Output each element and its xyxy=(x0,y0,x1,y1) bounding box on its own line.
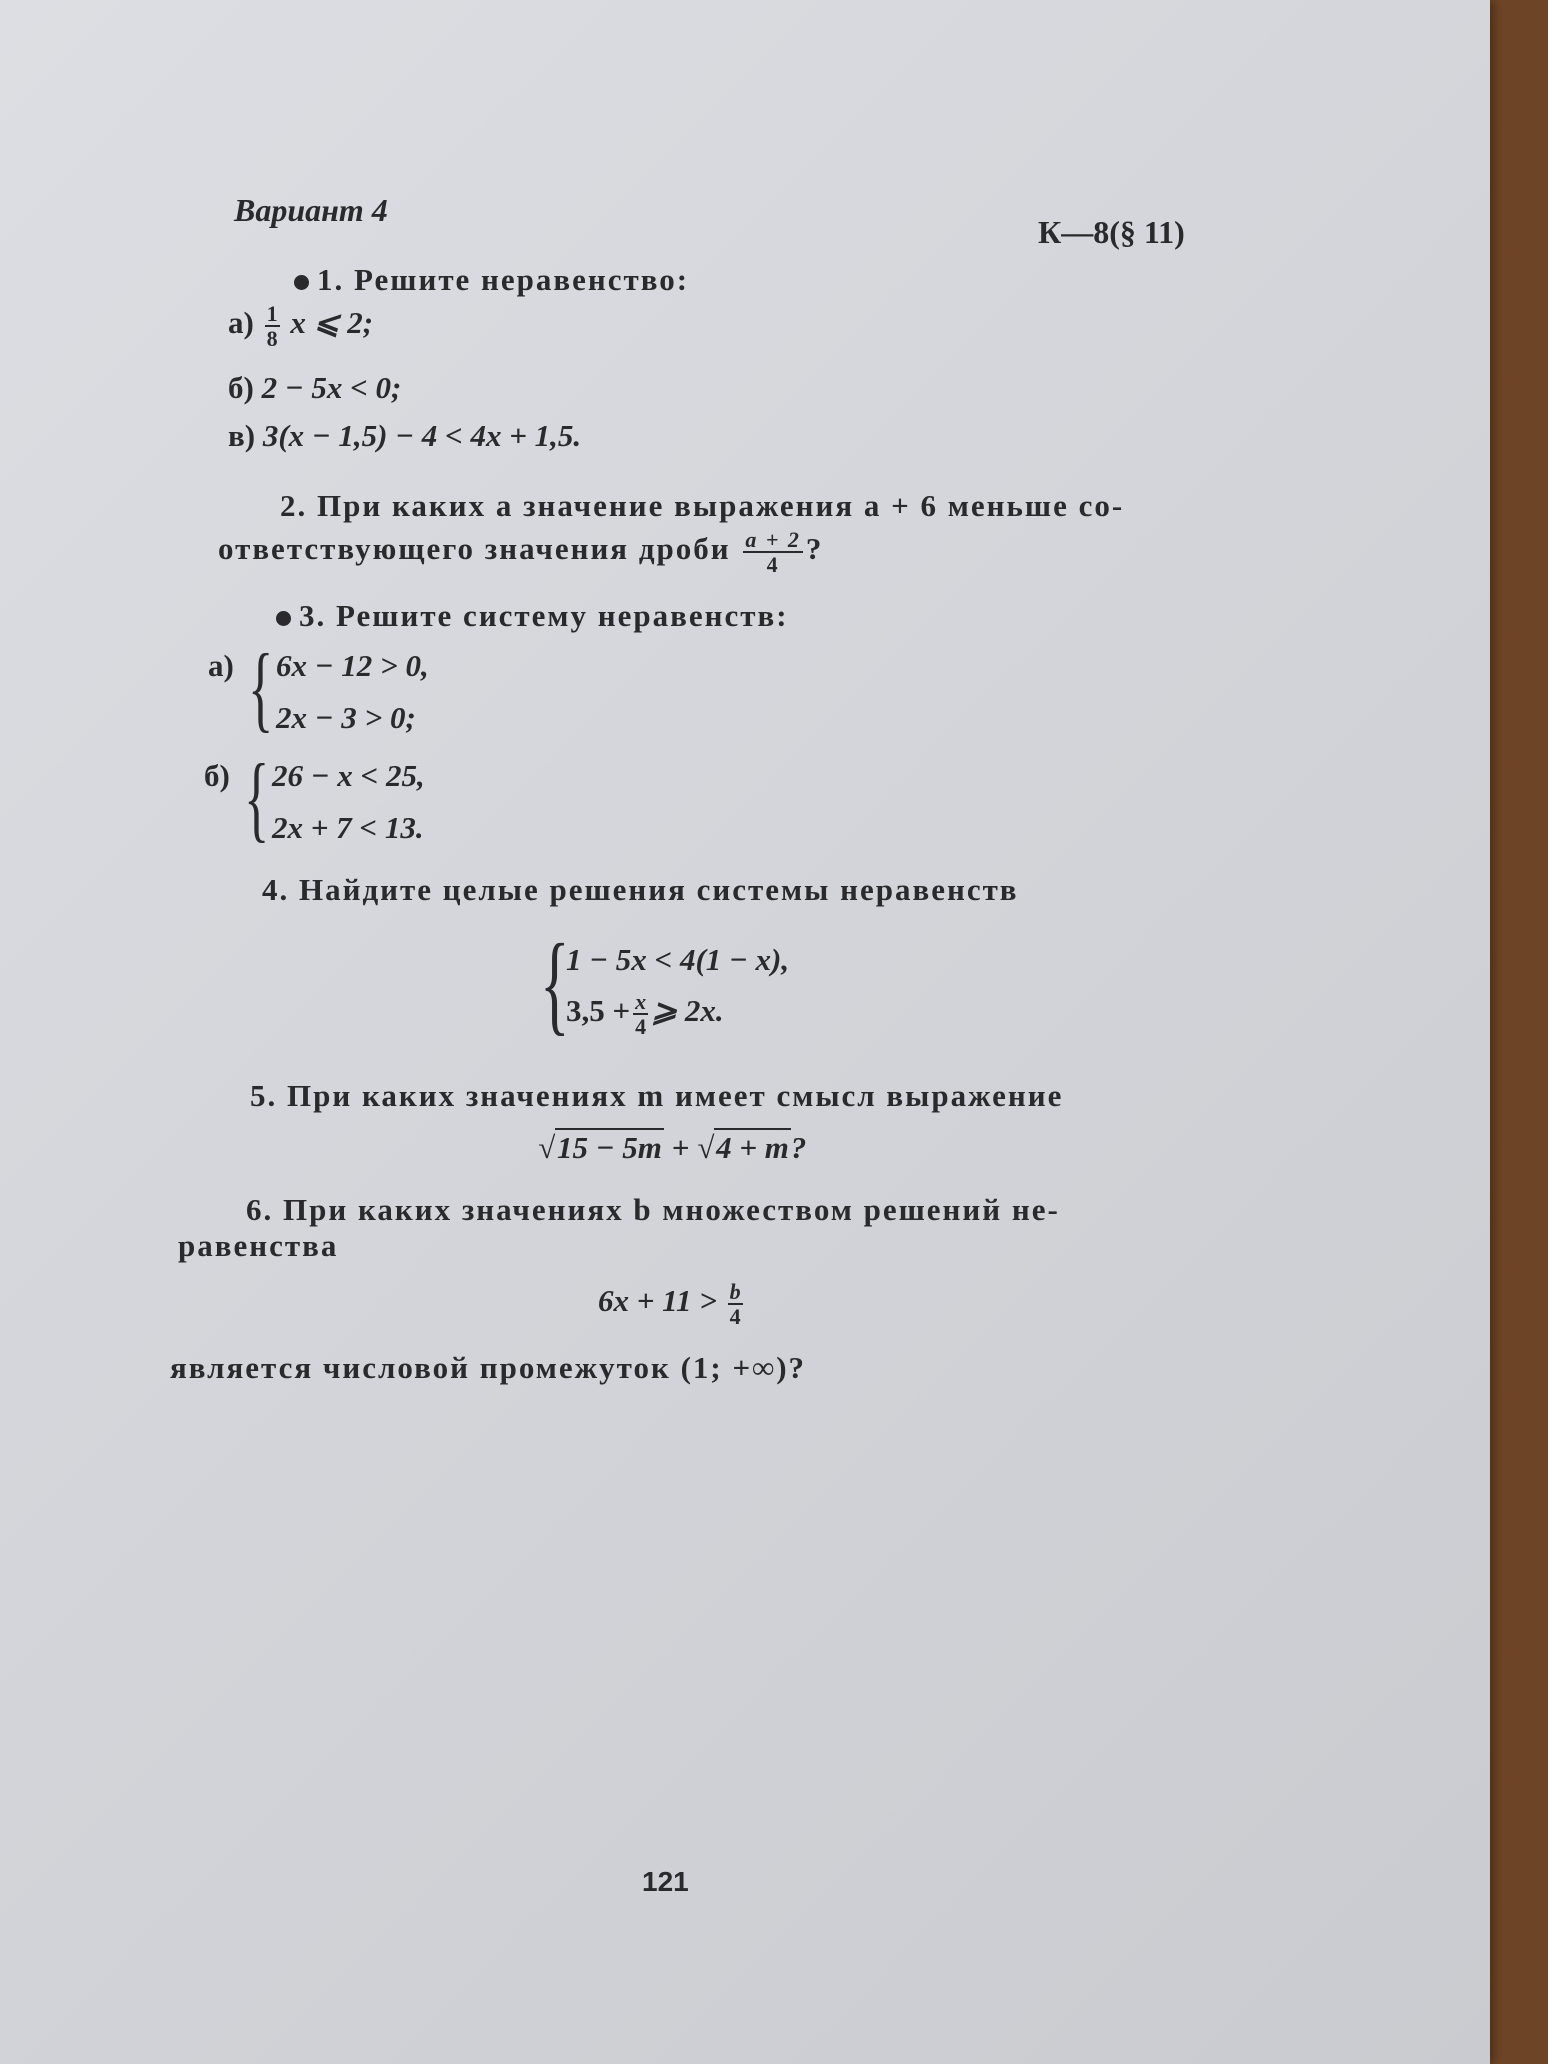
bullet-icon xyxy=(294,275,309,290)
task3-b-line1: 26 − x < 25, xyxy=(272,758,425,793)
fraction: $\frac{x}{4}$ xyxy=(635,989,647,1040)
brace-icon: { xyxy=(244,744,270,851)
task6-line3: является числовой промежуток (1; +∞)? xyxy=(170,1350,807,1385)
task6-line1: 6. При каких значениях b множеством решений не- xyxy=(246,1192,1060,1227)
brace-icon: { xyxy=(248,634,274,741)
task5-title: 5. При каких значениях m имеет смысл выражение xyxy=(250,1078,1064,1113)
sqrt-1: √15 − 5m xyxy=(538,1130,662,1165)
task3-title: 3. Решите систему неравенств: xyxy=(276,598,789,634)
fraction: $\frac{1}{8}$ xyxy=(266,301,278,352)
task3-b-line2: 2x + 7 < 13. xyxy=(272,810,424,845)
fraction: $\frac{a + 2}{4}$ xyxy=(745,527,801,578)
task4-line1: 1 − 5x < 4(1 − x), xyxy=(566,942,790,977)
task3-a-label: а) xyxy=(208,648,234,683)
task1-b: б) 2 − 5x < 0; xyxy=(228,370,402,405)
sqrt-icon: √ xyxy=(538,1130,556,1165)
task2-line1: 2. При каких a значение выражения a + 6 меньше со- xyxy=(280,488,1125,523)
task6-expression: 6x + 11 > $\frac{b}{4}$ xyxy=(598,1279,741,1330)
sqrt-2: √4 + m xyxy=(697,1130,789,1165)
task3-a-line2: 2x − 3 > 0; xyxy=(276,700,416,735)
sqrt-icon: √ xyxy=(697,1130,715,1165)
task6-line2: равенства xyxy=(178,1228,339,1263)
task1-a: а) $\frac{1}{8}$ x ⩽ 2; xyxy=(228,301,374,352)
task2-line2: ответствующего значения дроби $\frac{a + 2}{4}$ ? xyxy=(218,527,824,578)
work-code: К—8(§ 11) xyxy=(1038,214,1185,250)
variant-title: Вариант 4 xyxy=(234,192,388,228)
brace-icon: { xyxy=(540,922,570,1046)
task4-title: 4. Найдите целые решения системы неравенств xyxy=(262,872,1019,907)
task3-b-label: б) xyxy=(204,758,230,793)
task3-a-line1: 6x − 12 > 0, xyxy=(276,648,429,683)
task5-expression: √15 − 5m + √4 + m? xyxy=(538,1130,807,1165)
task1-c: в) 3(x − 1,5) − 4 < 4x + 1,5. xyxy=(228,418,582,453)
bullet-icon xyxy=(276,611,291,626)
task4-line2: 3,5 + $\frac{x}{4}$ ⩾ 2x. xyxy=(566,989,724,1040)
page-number: 121 xyxy=(642,1866,689,1897)
task1-title: 1. Решите неравенство: xyxy=(294,262,689,298)
fraction: $\frac{b}{4}$ xyxy=(729,1279,741,1330)
